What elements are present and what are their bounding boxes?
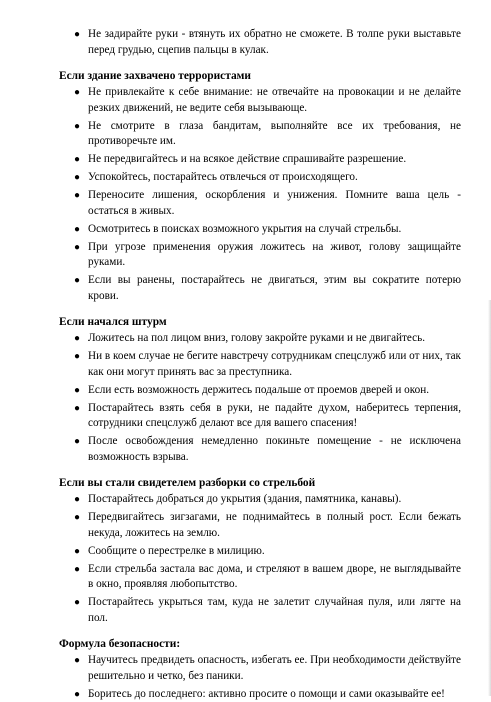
bullet-list [57, 653, 461, 702]
list-item [57, 152, 461, 168]
list-item [57, 119, 461, 150]
list-item [57, 188, 461, 219]
list-item-text: Сообщите о перестрелке в милицию. [88, 545, 265, 557]
bullet-icon: ● [74, 492, 80, 508]
list-item-text: Если есть возможность держитесь подальше от проемов дверей и окон. [88, 384, 429, 396]
list-item [57, 349, 461, 380]
section-heading: Если вы стали свидетелем разборки со стрельбой [59, 475, 461, 491]
list-item [57, 653, 461, 684]
bullet-icon: ● [74, 510, 80, 526]
list-item-text: Переносите лишения, оскорбления и унижения. Помните ваша цель - остаться в живых. [88, 189, 461, 217]
section-heading: Формула безопасности: [59, 636, 461, 652]
section-heading: Если начался штурм [59, 314, 461, 330]
section [57, 636, 461, 702]
bullet-icon: ● [74, 687, 80, 702]
bullet-icon: ● [74, 434, 80, 450]
bullet-icon: ● [74, 544, 80, 560]
section [57, 68, 461, 304]
list-item [57, 240, 461, 271]
intro-list [57, 27, 461, 58]
list-item [57, 492, 461, 508]
list-item [57, 595, 461, 626]
list-item-text: Ложитесь на пол лицом вниз, голову закройте руками и не двигайтесь. [88, 332, 425, 344]
list-item-text: Если вы ранены, постарайтесь не двигаться, этим вы сократите потерю крови. [88, 274, 461, 302]
bullet-icon: ● [74, 331, 80, 347]
bullet-icon: ● [74, 273, 80, 289]
list-item-text: Постарайтесь добраться до укрытия (здания, памятника, канавы). [88, 493, 401, 505]
list-item [57, 85, 461, 116]
list-item-text: Постарайтесь взять себя в руки, не падайте духом, наберитесь терпения, сотрудники спецслужб делают все для вашего спасения! [88, 402, 461, 430]
list-item [57, 222, 461, 238]
bullet-list [57, 331, 461, 465]
list-item [57, 562, 461, 593]
list-item-text: Не передвигайтесь и на всякое действие спрашивайте разрешение. [88, 153, 406, 165]
list-item [57, 434, 461, 465]
section-heading: Если здание захвачено террористами [59, 68, 461, 84]
sections-container [57, 68, 461, 702]
list-item [57, 170, 461, 186]
section [57, 314, 461, 465]
list-item-text: Научитесь предвидеть опасность, избегать ее. При необходимости действуйте решительно и четко, без паники. [88, 654, 461, 682]
list-item [57, 331, 461, 347]
list-item-text: Ни в коем случае не бегите навстречу сотрудникам спецслужб или от них, так как они могут принять вас за преступника. [88, 350, 461, 378]
bullet-icon: ● [74, 27, 80, 43]
section [57, 475, 461, 626]
list-item-text: Успокойтесь, постарайтесь отвлечься от происходящего. [88, 171, 358, 183]
list-item-text: Передвигайтесь зигзагами, не поднимайтесь в полный рост. Если бежать некуда, ложитесь на землю. [88, 511, 461, 539]
bullet-icon: ● [74, 562, 80, 578]
list-item [57, 401, 461, 432]
bullet-list [57, 85, 461, 304]
list-item-text: Постарайтесь укрыться там, куда не залетит случайная пуля, или лягте на пол. [88, 596, 461, 624]
bullet-icon: ● [74, 85, 80, 101]
bullet-icon: ● [74, 595, 80, 611]
list-item-text: После освобождения немедленно покиньте помещение - не исключена возможность взрыва. [88, 435, 461, 463]
list-item [57, 510, 461, 541]
list-item-text: Если стрельба застала вас дома, и стреляют в вашем дворе, не выглядывайте в окно, проявляя любопытство. [88, 563, 461, 591]
bullet-icon: ● [74, 188, 80, 204]
bullet-icon: ● [74, 119, 80, 135]
list-item-text: Не смотрите в глаза бандитам, выполняйте все их требования, не противоречьте им. [88, 120, 461, 148]
list-item [57, 27, 461, 58]
list-item-text: Осмотритесь в поисках возможного укрытия на случай стрельбы. [88, 223, 401, 235]
bullet-icon: ● [74, 383, 80, 399]
list-item-text: Не привлекайте к себе внимание: не отвечайте на провокации и не делайте резких движений, не ведите себя вызывающе. [88, 86, 461, 114]
bullet-list [57, 492, 461, 626]
list-item [57, 273, 461, 304]
list-item-text: Не задирайте руки - втянуть их обратно не сможете. В толпе руки выставьте перед грудью, сцепив пальцы в кулак. [88, 28, 461, 56]
bullet-icon: ● [74, 401, 80, 417]
bullet-icon: ● [74, 170, 80, 186]
list-item [57, 383, 461, 399]
bullet-icon: ● [74, 152, 80, 168]
bullet-icon: ● [74, 240, 80, 256]
bullet-icon: ● [74, 222, 80, 238]
list-item-text: Боритесь до последнего: активно просите о помощи и сами оказывайте ее! [88, 688, 445, 700]
bullet-icon: ● [74, 349, 80, 365]
list-item [57, 687, 461, 702]
list-item [57, 544, 461, 560]
bullet-icon: ● [74, 653, 80, 669]
list-item-text: При угрозе применения оружия ложитесь на живот, голову защищайте руками. [88, 241, 461, 269]
